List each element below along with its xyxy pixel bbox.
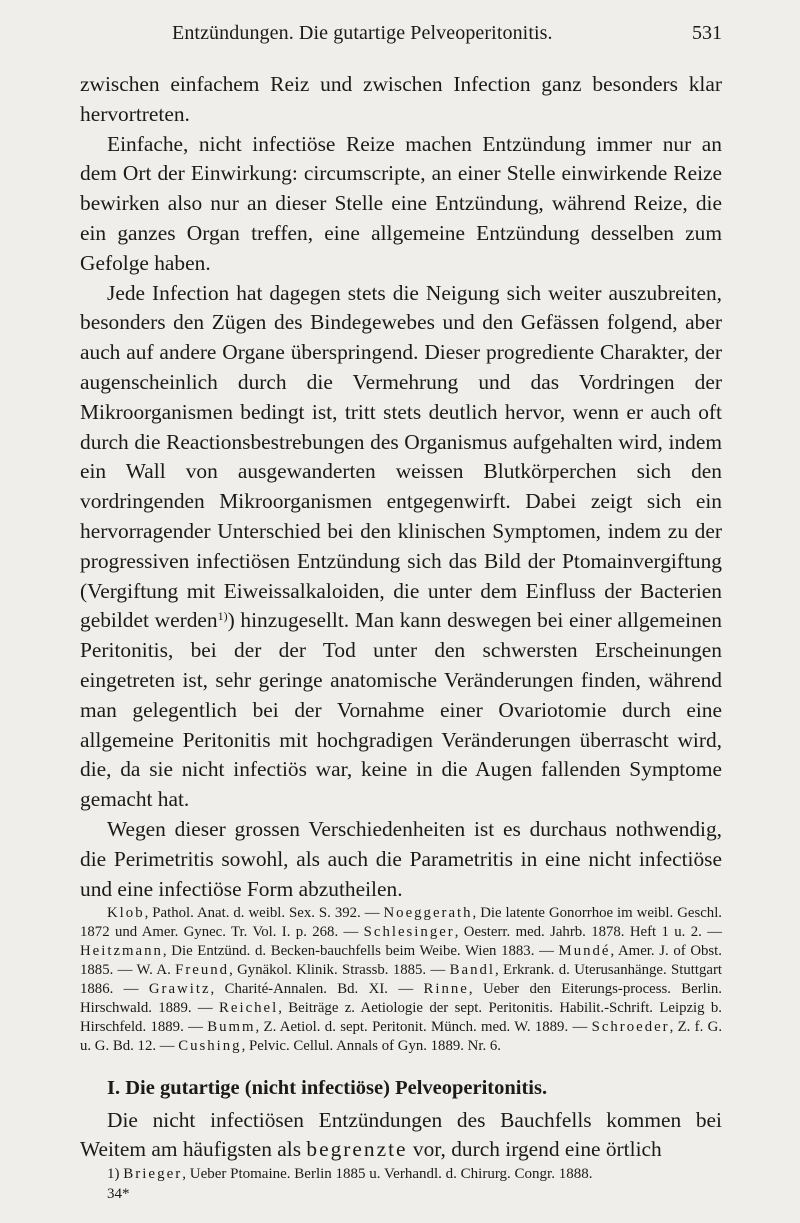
- ref-text: , Pelvic. Cellul. Annals of Gyn. 1889. Nr. 6.: [241, 1037, 501, 1054]
- ref-text: , Die latente Gonorrhoe im weibl. Geschl. 1872 und Amer. Gynec. Tr. Vol. I. p. 268. —: [80, 905, 723, 941]
- paragraph-4: Wegen dieser grossen Verschiedenheiten ist es durchaus nothwendig, die Perimetritis sowohl, als auch die Parametritis in eine nicht infectiöse und eine infectiöse Form abzutheilen.: [80, 816, 722, 901]
- ref-author: Schroeder: [591, 1018, 670, 1035]
- section-heading: I. Die gutartige (nicht infectiöse) Pelveoperitonitis.: [107, 1076, 548, 1099]
- ref-text: , Oesterr. med. Jahrb. 1878. Heft 1 u. 2. —: [454, 924, 722, 941]
- page-number: 531: [692, 22, 722, 44]
- ref-text: , Beiträge z. Aetiologie der sept. Peritonitis. Habilit.-Schrift. Leipzig b. Hirschfeld. 1889. —: [80, 999, 722, 1035]
- printer-signature: 34*: [107, 1185, 130, 1202]
- footnote-marker: 1): [217, 609, 228, 624]
- ref-text: , Ueber den Eiterungs-process. Berlin. Hirschwald. 1889. —: [80, 980, 722, 1016]
- page-header: [80, 22, 722, 52]
- ref-text: , Pathol. Anat. d. weibl. Sex. S. 392. —: [144, 905, 384, 922]
- ref-author: Schlesinger: [363, 924, 455, 941]
- section-paragraph-end: vor, durch irgend eine örtlich: [407, 1137, 662, 1162]
- ref-text: , Erkrank. d. Uterusanhänge. Stuttgart 1886. —: [80, 962, 723, 997]
- ref-author: Rinne: [423, 980, 469, 997]
- ref-author: Klob: [107, 905, 145, 922]
- ref-text: , Amer. J. of Obst. 1885. — W. A.: [80, 943, 722, 979]
- footnote-author: Brieger: [123, 1166, 183, 1183]
- paragraph-1: zwischen einfachem Reiz und zwischen Infection ganz besonders klar hervortreten.: [80, 72, 722, 126]
- section-paragraph: [80, 1106, 722, 1166]
- ref-text: , Z. f. G. u. G. Bd. 12. —: [80, 1018, 723, 1054]
- ref-author: Cushing: [178, 1037, 242, 1054]
- literature-references: [80, 904, 722, 1055]
- paragraph-3-continuation: ) hinzugesellt. Man kann deswegen bei einer allgemeinen Peritonitis, bei der der Tod unter den schwersten Erscheinungen eingetreten ist, sehr geringe anatomische Veränderungen finden, während man gelegentlich bei der Vornahme einer Ovariotomie durch eine allgemeine Peritonitis mit hochgradigen Veränderungen überrascht wird, die, da sie nicht infectiös war, keine in die Augen fallenden Symptome gemacht hat.: [80, 608, 722, 812]
- ref-author: Reichel: [219, 999, 279, 1016]
- ref-author: Mundé: [558, 943, 611, 960]
- ref-text: , Die Entzünd. d. Becken-bauchfells beim Weibe. Wien 1883. —: [162, 943, 559, 960]
- footnote-number: 1): [107, 1166, 120, 1183]
- ref-text: , Gynäkol. Klinik. Strassb. 1885. —: [229, 962, 450, 979]
- section-paragraph-start: Die nicht infectiösen Entzündungen des Bauchfells kommen bei Weitem am häufigsten als: [80, 1107, 722, 1162]
- running-head: Entzündungen. Die gutartige Pelveoperitonitis.: [172, 22, 553, 44]
- section-emphasis: begrenzte: [306, 1137, 408, 1162]
- paragraph-2: Einfache, nicht infectiöse Reize machen Entzündung immer nur an dem Ort der Einwirkung: circumscripte, an einer Stelle einwirkende Reize bewirken also nur an dieser Stelle eine Entzündung, während Reize, die ein ganzes Organ treffen, eine allgemeine Entzündung desselben zum Gefolge haben.: [80, 131, 722, 275]
- paragraph-3-text: Jede Infection hat dagegen stets die Neigung sich weiter auszubreiten, besonders den Zügen des Bindegewebes und den Gefässen folgend, aber auch auf andere Organe überspringend. Dieser progrediente Charakter, der augenscheinlich durch die Vermehrung und das Vordringen der Mikroorganismen bedingt ist, tritt stets deutlich hervor, wenn er auch oft durch die Reactionsbestrebungen des Organismus aufgehalten wird, indem ein Wall von ausgewanderten weissen Blutkörperchen sich den vordringenden Mikroorganismen entgegenwirft. Dabei zeigt sich ein hervorragender Unterschied bei den klinischen Symptomen, indem zu der progressiven infectiösen Entzündung sich das Bild der Ptomainvergiftung (Vergiftung mit Eiweissalkaloiden, die unter dem Einfluss der Bacterien gebildet werden: [80, 280, 722, 633]
- ref-author: Freund: [175, 962, 230, 979]
- main-text: [80, 70, 722, 1203]
- ref-author: Grawitz: [148, 980, 211, 997]
- ref-author: Heitzmann: [80, 943, 163, 960]
- ref-author: Noeggerath: [383, 905, 473, 922]
- footnote: [80, 1165, 722, 1185]
- ref-author: Bandl: [449, 962, 495, 979]
- ref-text: , Z. Aetiol. d. sept. Peritonit. Münch. med. W. 1889. —: [255, 1018, 592, 1035]
- ref-text: , Charité-Annalen. Bd. XI. —: [210, 980, 424, 997]
- footnote-text: , Ueber Ptomaine. Berlin 1885 u. Verhandl. d. Chirurg. Congr. 1888.: [182, 1166, 593, 1183]
- ref-author: Bumm: [207, 1018, 256, 1035]
- paragraph-3: [80, 279, 722, 815]
